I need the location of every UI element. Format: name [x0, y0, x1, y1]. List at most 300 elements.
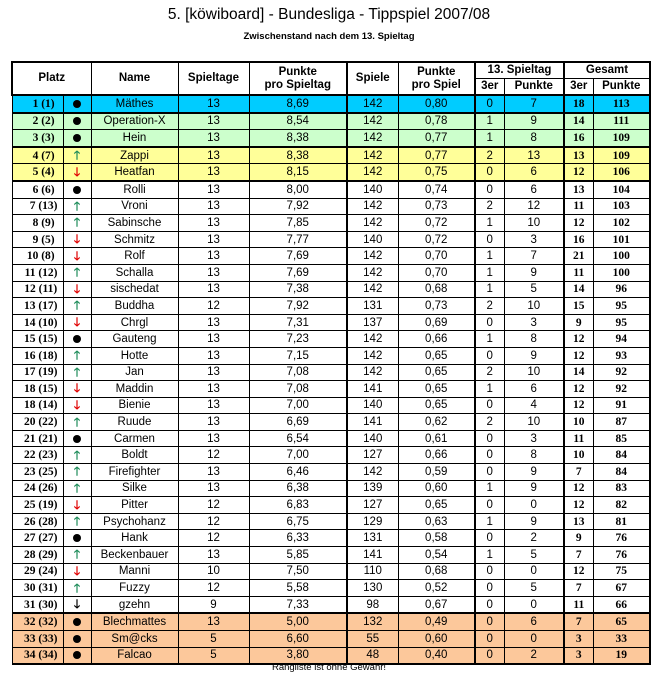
punkte-gesamt: 109 — [593, 147, 650, 164]
punkte-gesamt: 67 — [593, 580, 650, 597]
punkte-pro-spiel: 0,80 — [398, 95, 475, 113]
punkte-pro-spiel: 0,65 — [398, 347, 475, 364]
dreier-gesamt: 7 — [564, 464, 593, 481]
dreier-gesamt: 10 — [564, 447, 593, 464]
table-row — [12, 231, 650, 248]
dreier-spieltag: 1 — [475, 281, 504, 298]
arrow-down-icon: 🡓 — [73, 597, 81, 612]
spieltage: 13 — [178, 364, 249, 381]
dreier-spieltag: 1 — [475, 248, 504, 265]
punkte-gesamt: 85 — [593, 430, 650, 447]
spieltage: 12 — [178, 530, 249, 547]
previous-rank: (2) — [41, 115, 55, 128]
dreier-gesamt: 12 — [564, 563, 593, 580]
punkte-spieltag: 9 — [504, 480, 564, 497]
spiele: 130 — [347, 580, 398, 597]
punkte-gesamt: 100 — [593, 264, 650, 281]
arrow-up-icon: 🡑 — [73, 198, 81, 213]
punkte-pro-spiel: 0,73 — [398, 198, 475, 215]
player-name: Buddha — [91, 298, 178, 315]
dreier-gesamt: 7 — [564, 580, 593, 597]
previous-rank: (3) — [41, 131, 55, 144]
trend-cell — [63, 231, 91, 248]
dreier-gesamt: 14 — [564, 113, 593, 130]
dreier-spieltag: 1 — [475, 264, 504, 281]
punkte-gesamt: 84 — [593, 447, 650, 464]
punkte-pro-spieltag: 6,38 — [249, 480, 347, 497]
disclaimer: Rangliste ist ohne Gewähr! — [271, 662, 387, 673]
trend-cell — [63, 513, 91, 530]
punkte-spieltag: 6 — [504, 381, 564, 398]
table-row — [12, 397, 650, 414]
rank: 18 — [23, 399, 36, 412]
punkte-pro-spiel: 0,75 — [398, 164, 475, 181]
table-row — [12, 580, 650, 597]
arrow-down-icon: 🡓 — [73, 164, 81, 179]
header-punkte-spieltag: Punkte — [504, 79, 564, 96]
previous-rank: (4) — [41, 166, 55, 179]
table-row — [12, 497, 650, 514]
punkte-pro-spieltag: 8,00 — [249, 181, 347, 198]
punkte-pro-spieltag: 6,83 — [249, 497, 347, 514]
rank-cell — [12, 281, 63, 298]
previous-rank: (18) — [38, 349, 58, 362]
punkte-pro-spieltag: 6,60 — [249, 631, 347, 648]
spiele: 132 — [347, 613, 398, 630]
dreier-spieltag: 0 — [475, 613, 504, 630]
punkte-spieltag: 3 — [504, 231, 564, 248]
table-row — [12, 513, 650, 530]
table-row — [12, 130, 650, 147]
previous-rank: (29) — [38, 548, 58, 561]
player-name: Pitter — [91, 497, 178, 514]
player-name: Heatfan — [91, 164, 178, 181]
player-name: Boldt — [91, 447, 178, 464]
previous-rank: (25) — [38, 465, 58, 478]
spiele: 127 — [347, 497, 398, 514]
arrow-up-icon: 🡑 — [73, 514, 81, 529]
rank-cell — [12, 264, 63, 281]
punkte-spieltag: 5 — [504, 547, 564, 564]
rank: 1 — [32, 97, 39, 110]
spiele: 142 — [347, 147, 398, 164]
trend-cell — [63, 181, 91, 198]
arrow-down-icon: 🡓 — [73, 397, 81, 412]
punkte-spieltag: 10 — [504, 414, 564, 431]
dreier-gesamt: 12 — [564, 381, 593, 398]
dreier-spieltag: 1 — [475, 130, 504, 147]
table-row — [12, 314, 650, 331]
spiele: 110 — [347, 563, 398, 580]
punkte-pro-spieltag: 8,54 — [249, 113, 347, 130]
dreier-gesamt: 18 — [564, 95, 593, 113]
unchanged-dot-icon — [73, 335, 81, 343]
dreier-spieltag: 2 — [475, 298, 504, 315]
rank: 3 — [32, 131, 39, 144]
punkte-spieltag: 5 — [504, 580, 564, 597]
punkte-spieltag: 2 — [504, 647, 564, 664]
table-row — [12, 447, 650, 464]
punkte-pro-spieltag: 6,46 — [249, 464, 347, 481]
rank: 17 — [23, 366, 36, 379]
spieltage: 12 — [178, 580, 249, 597]
punkte-gesamt: 96 — [593, 281, 650, 298]
punkte-gesamt: 84 — [593, 464, 650, 481]
punkte-pro-spieltag: 7,69 — [249, 248, 347, 265]
punkte-gesamt: 19 — [593, 647, 650, 664]
previous-rank: (32) — [38, 616, 58, 629]
previous-rank: (30) — [38, 598, 58, 611]
punkte-pro-spieltag: 7,08 — [249, 381, 347, 398]
previous-rank: (22) — [38, 416, 58, 429]
punkte-pro-spieltag: 6,33 — [249, 530, 347, 547]
arrow-down-icon: 🡓 — [73, 315, 81, 330]
punkte-pro-spiel: 0,60 — [398, 631, 475, 648]
spieltage: 13 — [178, 480, 249, 497]
dreier-spieltag: 0 — [475, 464, 504, 481]
previous-rank: (6) — [41, 183, 55, 196]
spiele: 142 — [347, 331, 398, 348]
punkte-spieltag: 8 — [504, 331, 564, 348]
spiele: 142 — [347, 264, 398, 281]
player-name: Maddin — [91, 381, 178, 398]
spiele: 140 — [347, 430, 398, 447]
rank: 29 — [23, 565, 36, 578]
dreier-spieltag: 1 — [475, 480, 504, 497]
rank-cell — [12, 130, 63, 147]
rank-cell — [12, 364, 63, 381]
table-row — [12, 547, 650, 564]
punkte-pro-spiel: 0,77 — [398, 130, 475, 147]
trend-cell — [63, 314, 91, 331]
punkte-pro-spiel: 0,52 — [398, 580, 475, 597]
table-row — [12, 248, 650, 265]
table-row — [12, 464, 650, 481]
punkte-pro-spieltag: 5,58 — [249, 580, 347, 597]
dreier-gesamt: 10 — [564, 414, 593, 431]
trend-cell — [63, 631, 91, 648]
rank: 22 — [23, 449, 36, 462]
previous-rank: (15) — [38, 333, 58, 346]
punkte-pro-spiel: 0,78 — [398, 113, 475, 130]
rank: 33 — [23, 632, 36, 645]
punkte-spieltag: 2 — [504, 530, 564, 547]
punkte-gesamt: 91 — [593, 397, 650, 414]
punkte-pro-spiel: 0,74 — [398, 181, 475, 198]
rank: 28 — [23, 548, 36, 561]
punkte-pro-spiel: 0,61 — [398, 430, 475, 447]
punkte-gesamt: 109 — [593, 130, 650, 147]
rank: 31 — [23, 598, 36, 611]
dreier-gesamt: 12 — [564, 331, 593, 348]
rank: 2 — [32, 115, 39, 128]
spieltage: 13 — [178, 281, 249, 298]
page-title: 5. [köwiboard] - Bundesliga - Tippspiel 2007/08 — [167, 6, 491, 23]
previous-rank: (12) — [38, 266, 58, 279]
rank-cell — [12, 447, 63, 464]
punkte-gesamt: 33 — [593, 631, 650, 648]
player-name: Rolli — [91, 181, 178, 198]
punkte-pro-spieltag: 7,31 — [249, 314, 347, 331]
dreier-spieltag: 1 — [475, 513, 504, 530]
table-row — [12, 613, 650, 630]
player-name: Firefighter — [91, 464, 178, 481]
punkte-gesamt: 76 — [593, 547, 650, 564]
rank-cell — [12, 231, 63, 248]
trend-cell — [63, 447, 91, 464]
punkte-pro-spiel: 0,60 — [398, 480, 475, 497]
dreier-spieltag: 1 — [475, 215, 504, 232]
punkte-pro-spieltag: 8,38 — [249, 147, 347, 164]
punkte-pro-spiel: 0,63 — [398, 513, 475, 530]
rank: 15 — [23, 333, 36, 346]
punkte-gesamt: 106 — [593, 164, 650, 181]
trend-cell — [63, 547, 91, 564]
player-name: Bienie — [91, 397, 178, 414]
punkte-gesamt: 82 — [593, 497, 650, 514]
trend-cell — [63, 147, 91, 164]
spiele: 98 — [347, 596, 398, 613]
spieltage: 9 — [178, 596, 249, 613]
player-name: Hein — [91, 130, 178, 147]
unchanged-dot-icon — [73, 651, 81, 659]
previous-rank: (10) — [38, 316, 58, 329]
dreier-gesamt: 14 — [564, 364, 593, 381]
punkte-gesamt: 92 — [593, 364, 650, 381]
player-name: Chrgl — [91, 314, 178, 331]
dreier-spieltag: 2 — [475, 198, 504, 215]
punkte-pro-spieltag: 6,75 — [249, 513, 347, 530]
table-row — [12, 596, 650, 613]
rank-cell — [12, 580, 63, 597]
punkte-gesamt: 87 — [593, 414, 650, 431]
punkte-spieltag: 6 — [504, 164, 564, 181]
arrow-down-icon: 🡓 — [73, 232, 81, 247]
rank: 5 — [32, 166, 39, 179]
rank: 10 — [26, 250, 39, 263]
unchanged-dot-icon — [73, 100, 81, 108]
spieltage: 13 — [178, 113, 249, 130]
spiele: 48 — [347, 647, 398, 664]
previous-rank: (5) — [41, 233, 55, 246]
previous-rank: (31) — [38, 582, 58, 595]
dreier-spieltag: 0 — [475, 580, 504, 597]
dreier-spieltag: 1 — [475, 331, 504, 348]
trend-cell — [63, 497, 91, 514]
player-name: Carmen — [91, 430, 178, 447]
punkte-gesamt: 104 — [593, 181, 650, 198]
rank: 12 — [24, 283, 36, 296]
spiele: 142 — [347, 95, 398, 113]
punkte-spieltag: 3 — [504, 430, 564, 447]
table-row — [12, 480, 650, 497]
trend-cell — [63, 580, 91, 597]
rank: 14 — [23, 316, 36, 329]
rank-cell — [12, 181, 63, 198]
spiele: 139 — [347, 480, 398, 497]
punkte-pro-spiel: 0,65 — [398, 497, 475, 514]
header-punkte-pro-spiel — [398, 62, 475, 95]
arrow-up-icon: 🡑 — [73, 148, 81, 163]
dreier-spieltag: 2 — [475, 147, 504, 164]
spiele: 142 — [347, 464, 398, 481]
punkte-spieltag: 10 — [504, 298, 564, 315]
previous-rank: (8) — [41, 250, 55, 263]
rank: 25 — [23, 499, 36, 512]
rank-cell — [12, 430, 63, 447]
trend-cell — [63, 480, 91, 497]
punkte-spieltag: 12 — [504, 198, 564, 215]
spiele: 142 — [347, 347, 398, 364]
spieltage: 13 — [178, 347, 249, 364]
rank: 30 — [23, 582, 36, 595]
dreier-spieltag: 0 — [475, 647, 504, 664]
punkte-pro-spieltag: 7,50 — [249, 563, 347, 580]
rank-cell — [12, 547, 63, 564]
rank: 16 — [23, 349, 36, 362]
dreier-gesamt: 15 — [564, 298, 593, 315]
trend-cell — [63, 414, 91, 431]
punkte-pro-spieltag: 7,23 — [249, 331, 347, 348]
punkte-pro-spieltag: 7,92 — [249, 198, 347, 215]
dreier-gesamt: 16 — [564, 231, 593, 248]
dreier-gesamt: 12 — [564, 164, 593, 181]
punkte-pro-spieltag: 7,69 — [249, 264, 347, 281]
header-gesamt: Gesamt — [564, 62, 650, 79]
punkte-spieltag: 6 — [504, 181, 564, 198]
table-row — [12, 164, 650, 181]
player-name: Beckenbauer — [91, 547, 178, 564]
arrow-up-icon: 🡑 — [73, 348, 81, 363]
spiele: 137 — [347, 314, 398, 331]
spieltage: 5 — [178, 647, 249, 664]
player-name: Operation-X — [91, 113, 178, 130]
table-row — [12, 95, 650, 113]
punkte-pro-spiel: 0,58 — [398, 530, 475, 547]
dreier-gesamt: 9 — [564, 530, 593, 547]
dreier-gesamt: 11 — [564, 596, 593, 613]
spieltage: 12 — [178, 513, 249, 530]
previous-rank: (1) — [41, 97, 55, 110]
punkte-pro-spiel: 0,66 — [398, 331, 475, 348]
rank-cell — [12, 596, 63, 613]
rank-cell — [12, 563, 63, 580]
punkte-spieltag: 3 — [504, 314, 564, 331]
punkte-pro-spieltag: 3,80 — [249, 647, 347, 664]
unchanged-dot-icon — [73, 117, 81, 125]
dreier-spieltag: 0 — [475, 497, 504, 514]
player-name: Psychohanz — [91, 513, 178, 530]
dreier-gesamt: 14 — [564, 281, 593, 298]
dreier-gesamt: 11 — [564, 198, 593, 215]
player-name: gzehn — [91, 596, 178, 613]
spieltage: 12 — [178, 298, 249, 315]
table-row — [12, 198, 650, 215]
arrow-up-icon: 🡑 — [73, 464, 81, 479]
unchanged-dot-icon — [73, 534, 81, 542]
rank-cell — [12, 198, 63, 215]
trend-cell — [63, 164, 91, 181]
table-row — [12, 430, 650, 447]
dreier-gesamt: 9 — [564, 314, 593, 331]
punkte-pro-spiel: 0,65 — [398, 397, 475, 414]
dreier-spieltag: 0 — [475, 347, 504, 364]
punkte-pro-spieltag: 7,38 — [249, 281, 347, 298]
dreier-gesamt: 12 — [564, 497, 593, 514]
punkte-spieltag: 4 — [504, 397, 564, 414]
punkte-pro-spieltag: 8,38 — [249, 130, 347, 147]
rank-cell — [12, 113, 63, 130]
spieltage: 13 — [178, 264, 249, 281]
dreier-spieltag: 0 — [475, 95, 504, 113]
trend-cell — [63, 95, 91, 113]
rank-cell — [12, 381, 63, 398]
trend-cell — [63, 130, 91, 147]
unchanged-dot-icon — [73, 635, 81, 643]
previous-rank: (15) — [38, 382, 58, 395]
punkte-pro-spieltag: 7,77 — [249, 231, 347, 248]
rank: 23 — [23, 465, 36, 478]
previous-rank: (13) — [38, 200, 58, 213]
dreier-gesamt: 12 — [564, 480, 593, 497]
player-name: Jan — [91, 364, 178, 381]
punkte-spieltag: 9 — [504, 264, 564, 281]
punkte-pro-spiel: 0,70 — [398, 248, 475, 265]
player-name: Zappi — [91, 147, 178, 164]
player-name: Fuzzy — [91, 580, 178, 597]
spieltage: 13 — [178, 147, 249, 164]
dreier-spieltag: 0 — [475, 430, 504, 447]
arrow-up-icon: 🡑 — [73, 215, 81, 230]
dreier-gesamt: 11 — [564, 264, 593, 281]
spieltage: 13 — [178, 248, 249, 265]
header-punkte-pro-spiel-line1: Punkte — [417, 65, 456, 78]
player-name: Silke — [91, 480, 178, 497]
rank-cell — [12, 464, 63, 481]
rank-cell — [12, 530, 63, 547]
punkte-gesamt: 81 — [593, 513, 650, 530]
punkte-pro-spieltag: 6,69 — [249, 414, 347, 431]
trend-cell — [63, 281, 91, 298]
punkte-gesamt: 93 — [593, 347, 650, 364]
trend-cell — [63, 364, 91, 381]
trend-cell — [63, 613, 91, 630]
spiele: 142 — [347, 215, 398, 232]
arrow-up-icon: 🡑 — [73, 547, 81, 562]
punkte-spieltag: 10 — [504, 215, 564, 232]
trend-cell — [63, 113, 91, 130]
dreier-gesamt: 13 — [564, 513, 593, 530]
punkte-pro-spieltag: 7,85 — [249, 215, 347, 232]
punkte-spieltag: 5 — [504, 281, 564, 298]
arrow-down-icon: 🡓 — [73, 563, 81, 578]
punkte-spieltag: 9 — [504, 513, 564, 530]
arrow-up-icon: 🡑 — [73, 298, 81, 313]
header-spieltage: Spieltage — [178, 62, 249, 95]
rank: 18 — [23, 382, 36, 395]
dreier-spieltag: 0 — [475, 447, 504, 464]
spieltage: 5 — [178, 631, 249, 648]
dreier-gesamt: 13 — [564, 147, 593, 164]
dreier-gesamt: 12 — [564, 215, 593, 232]
dreier-gesamt: 7 — [564, 547, 593, 564]
previous-rank: (23) — [38, 449, 58, 462]
punkte-pro-spiel: 0,72 — [398, 215, 475, 232]
dreier-spieltag: 2 — [475, 364, 504, 381]
player-name: Mäthes — [91, 95, 178, 113]
table-row — [12, 113, 650, 130]
punkte-pro-spiel: 0,77 — [398, 147, 475, 164]
